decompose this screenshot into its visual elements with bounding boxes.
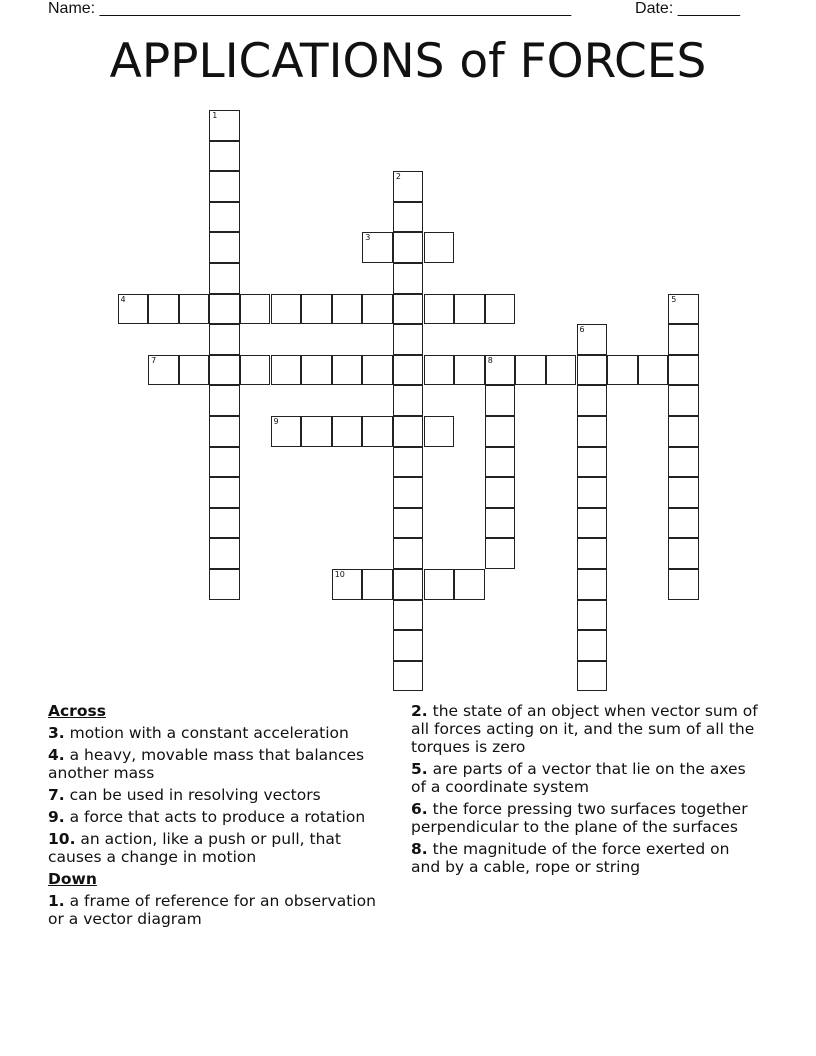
- grid-cell[interactable]: [332, 355, 363, 386]
- grid-cell[interactable]: [301, 355, 332, 386]
- clue-item: [48, 786, 393, 804]
- grid-cell[interactable]: [179, 355, 210, 386]
- grid-cell[interactable]: [393, 324, 424, 355]
- grid-cell[interactable]: [577, 416, 608, 447]
- grid-cell[interactable]: [148, 294, 179, 325]
- grid-cell[interactable]: [485, 416, 516, 447]
- grid-cell[interactable]: [209, 294, 240, 325]
- grid-cell[interactable]: [485, 508, 516, 539]
- grid-cell[interactable]: [668, 355, 699, 386]
- grid-cell[interactable]: [271, 416, 302, 447]
- grid-cell[interactable]: [577, 569, 608, 600]
- grid-cell[interactable]: [424, 232, 455, 263]
- clue-item: [48, 830, 393, 866]
- grid-cell[interactable]: [362, 569, 393, 600]
- grid-cell[interactable]: [424, 416, 455, 447]
- grid-cell[interactable]: [179, 294, 210, 325]
- grid-cell[interactable]: [271, 355, 302, 386]
- grid-cell[interactable]: [209, 477, 240, 508]
- grid-cell[interactable]: [485, 447, 516, 478]
- grid-cell[interactable]: [577, 385, 608, 416]
- grid-cell[interactable]: [301, 416, 332, 447]
- grid-cell[interactable]: [393, 355, 424, 386]
- clue-item: [411, 840, 761, 876]
- grid-cell[interactable]: [638, 355, 669, 386]
- grid-cell[interactable]: [577, 661, 608, 692]
- clue-number: 6: [579, 325, 585, 335]
- grid-cell[interactable]: [393, 171, 424, 202]
- grid-cell[interactable]: [209, 416, 240, 447]
- clue-item: [48, 746, 393, 782]
- clue-item-text: an action, like a push or pull, that causes a change in motion: [48, 830, 342, 866]
- clue-item-text: are parts of a vector that lie on the axes of a coordinate system: [411, 760, 746, 796]
- grid-cell[interactable]: [454, 569, 485, 600]
- grid-cell[interactable]: [209, 447, 240, 478]
- grid-cell[interactable]: [607, 355, 638, 386]
- grid-cell[interactable]: [577, 324, 608, 355]
- clue-item-number: 5.: [411, 760, 428, 778]
- clue-item-text: a heavy, movable mass that balances another mass: [48, 746, 365, 782]
- name-field-label[interactable]: Name: _____________________________________________________: [48, 0, 572, 17]
- grid-cell[interactable]: [577, 600, 608, 631]
- clue-item: [411, 702, 761, 756]
- grid-cell[interactable]: [454, 294, 485, 325]
- grid-cell[interactable]: [148, 355, 179, 386]
- grid-cell[interactable]: [209, 232, 240, 263]
- down-clue-list-left: [48, 892, 393, 928]
- grid-cell[interactable]: [393, 416, 424, 447]
- grid-cell[interactable]: [393, 569, 424, 600]
- grid-cell[interactable]: [577, 355, 608, 386]
- clue-item-number: 3.: [48, 724, 65, 742]
- clue-item: [411, 800, 761, 836]
- grid-cell[interactable]: [362, 355, 393, 386]
- clue-number: 7: [151, 355, 157, 365]
- grid-cell[interactable]: [485, 538, 516, 569]
- grid-cell[interactable]: [209, 263, 240, 294]
- grid-cell[interactable]: [209, 538, 240, 569]
- grid-cell[interactable]: [362, 232, 393, 263]
- clue-item-number: 2.: [411, 702, 428, 720]
- clue-item-text: a force that acts to produce a rotation: [64, 808, 366, 826]
- clue-item-text: a frame of reference for an observation or a vector diagram: [48, 892, 376, 928]
- grid-cell[interactable]: [209, 171, 240, 202]
- clue-item: [48, 892, 393, 928]
- grid-cell[interactable]: [209, 324, 240, 355]
- clue-item-number: 9.: [48, 808, 65, 826]
- grid-cell[interactable]: [485, 477, 516, 508]
- grid-cell[interactable]: [668, 569, 699, 600]
- clue-item-number: 8.: [411, 840, 428, 858]
- grid-cell[interactable]: [515, 355, 546, 386]
- clue-number: 3: [365, 233, 371, 243]
- clue-item-text: the state of an object when vector sum of all forces acting on it, and the sum of all the torques is zero: [411, 702, 758, 756]
- grid-cell[interactable]: [393, 630, 424, 661]
- grid-cell[interactable]: [393, 600, 424, 631]
- grid-cell[interactable]: [209, 569, 240, 600]
- clue-number: 8: [487, 355, 493, 365]
- grid-cell[interactable]: [485, 355, 516, 386]
- grid-cell[interactable]: [668, 416, 699, 447]
- clue-number: 4: [120, 294, 126, 304]
- grid-cell[interactable]: [209, 202, 240, 233]
- grid-cell[interactable]: [209, 385, 240, 416]
- grid-cell[interactable]: [577, 447, 608, 478]
- grid-cell[interactable]: [454, 355, 485, 386]
- across-clue-list: [48, 724, 393, 866]
- clue-number: 2: [395, 172, 401, 182]
- across-heading: Across: [48, 702, 106, 720]
- grid-cell[interactable]: [577, 477, 608, 508]
- grid-cell[interactable]: [301, 294, 332, 325]
- grid-cell[interactable]: [668, 294, 699, 325]
- grid-cell[interactable]: [209, 355, 240, 386]
- grid-cell[interactable]: [393, 202, 424, 233]
- grid-cell[interactable]: [424, 355, 455, 386]
- grid-cell[interactable]: [332, 569, 363, 600]
- grid-cell[interactable]: [393, 538, 424, 569]
- grid-cell[interactable]: [668, 447, 699, 478]
- grid-cell[interactable]: [271, 294, 302, 325]
- grid-cell[interactable]: [485, 385, 516, 416]
- grid-cell[interactable]: [577, 508, 608, 539]
- grid-cell[interactable]: [209, 110, 240, 141]
- clue-item-number: 6.: [411, 800, 428, 818]
- grid-cell[interactable]: [577, 538, 608, 569]
- grid-cell[interactable]: [485, 294, 516, 325]
- clue-item-number: 7.: [48, 786, 65, 804]
- grid-cell[interactable]: [668, 385, 699, 416]
- clue-item: [48, 724, 393, 742]
- clue-item: [411, 760, 761, 796]
- grid-cell[interactable]: [393, 661, 424, 692]
- page-title: APPLICATIONS of FORCES: [109, 34, 707, 89]
- grid-cell[interactable]: [668, 477, 699, 508]
- grid-cell[interactable]: [240, 355, 271, 386]
- clue-number: 1: [212, 111, 218, 120]
- clue-item-number: 1.: [48, 892, 65, 910]
- clue-number: 10: [334, 570, 345, 579]
- clue-item-text: the magnitude of the force exerted on and by a cable, rope or string: [411, 840, 730, 876]
- clues-right-column: [411, 702, 761, 880]
- grid-cell[interactable]: [118, 294, 149, 325]
- clue-item-text: can be used in resolving vectors: [64, 786, 321, 804]
- grid-cell[interactable]: [209, 508, 240, 539]
- grid-cell[interactable]: [240, 294, 271, 325]
- clue-item-text: the force pressing two surfaces together perpendicular to the plane of the surfaces: [411, 800, 748, 836]
- grid-cell[interactable]: [668, 508, 699, 539]
- clue-item-text: motion with a constant acceleration: [64, 724, 349, 742]
- clue-item-number: 4.: [48, 746, 65, 764]
- grid-cell[interactable]: [668, 324, 699, 355]
- grid-cell[interactable]: [393, 447, 424, 478]
- clue-item: [48, 808, 393, 826]
- grid-cell[interactable]: [393, 232, 424, 263]
- grid-cell[interactable]: [424, 294, 455, 325]
- grid-cell[interactable]: [577, 630, 608, 661]
- grid-cell[interactable]: [393, 294, 424, 325]
- clues-left-column: [48, 702, 393, 932]
- grid-cell[interactable]: [393, 263, 424, 294]
- grid-cell[interactable]: [209, 141, 240, 172]
- grid-cell[interactable]: [668, 538, 699, 569]
- grid-cell[interactable]: [424, 569, 455, 600]
- grid-cell[interactable]: [332, 294, 363, 325]
- down-clue-list-right: [411, 702, 761, 876]
- clue-item-number: 10.: [48, 830, 76, 848]
- grid-cell[interactable]: [332, 416, 363, 447]
- down-heading: Down: [48, 870, 97, 888]
- grid-cell[interactable]: [393, 477, 424, 508]
- clue-number: 5: [671, 294, 677, 304]
- grid-cell[interactable]: [362, 294, 393, 325]
- date-field-label[interactable]: Date: _______: [635, 0, 740, 17]
- grid-cell[interactable]: [393, 508, 424, 539]
- grid-cell[interactable]: [393, 385, 424, 416]
- grid-cell[interactable]: [546, 355, 577, 386]
- clue-number: 9: [273, 417, 279, 426]
- grid-cell[interactable]: [362, 416, 393, 447]
